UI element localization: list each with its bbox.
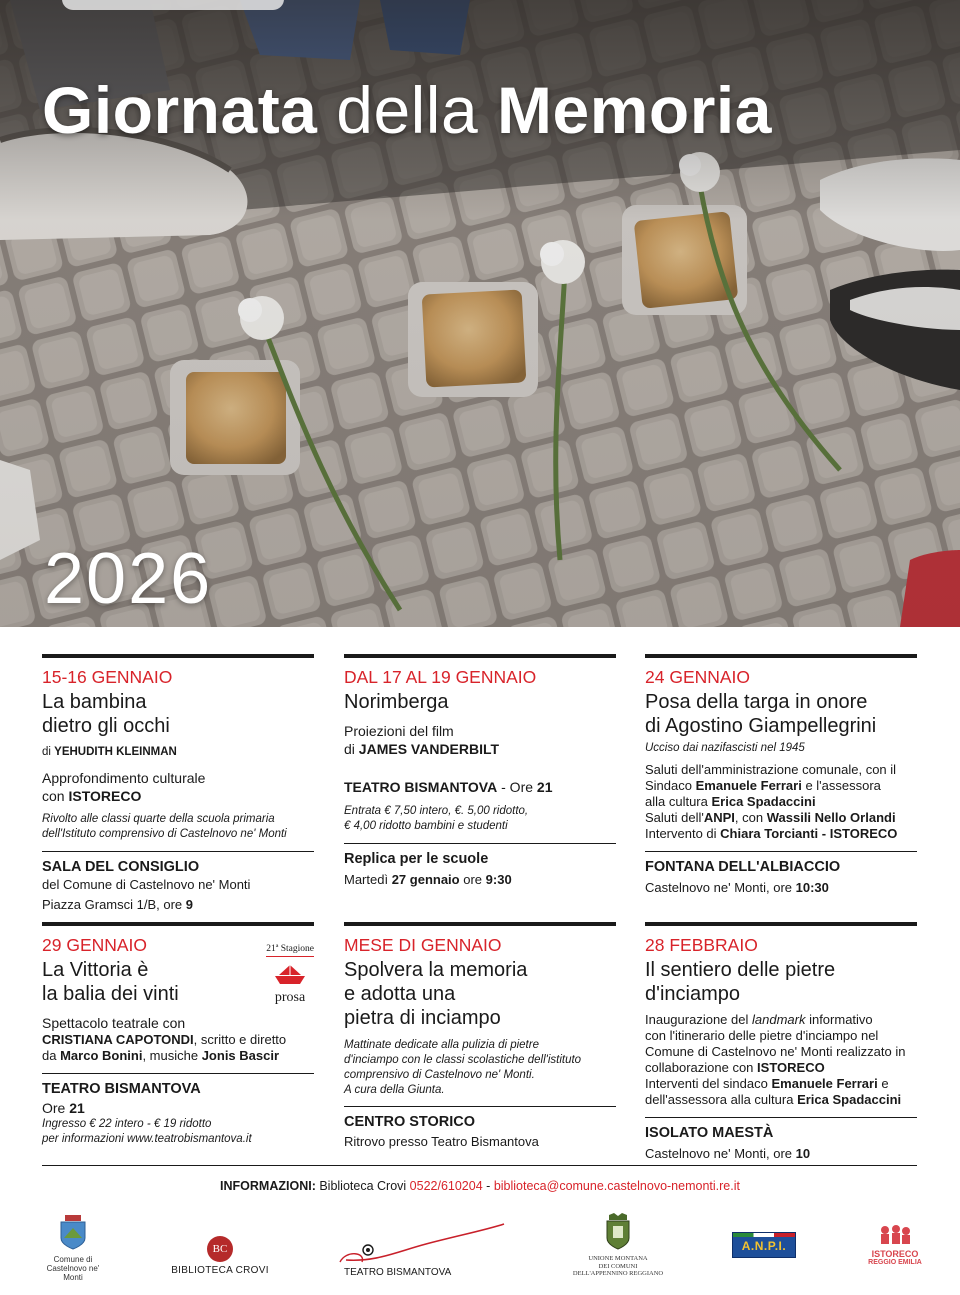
unione-shield-icon [605, 1212, 631, 1250]
bottom-rule [42, 1165, 917, 1166]
anpi-label: A.N.P.I. [741, 1239, 787, 1253]
info-phone[interactable]: 0522/610204 [409, 1179, 483, 1193]
info-label: INFORMAZIONI: [220, 1179, 316, 1193]
event-title-line: d'inciampo [645, 983, 740, 1005]
event-desc: Spettacolo teatrale con [42, 1015, 186, 1031]
event-title-line: la balia dei vinti [42, 983, 179, 1005]
event-date: 24 GENNAIO [645, 667, 751, 687]
line-bold: Erica Spadaccini [711, 794, 816, 809]
event-venue-line [645, 1146, 917, 1162]
prosa-logo [270, 964, 310, 1005]
prosa-boat-icon [273, 964, 307, 986]
event-line [645, 1076, 917, 1092]
replica-date: 27 gennaio [391, 872, 460, 887]
theatre-name: TEATRO BISMANTOVA [344, 779, 498, 795]
event-desc [42, 787, 314, 805]
event-line [645, 1060, 917, 1076]
replica-prefix: Martedì [344, 872, 389, 887]
event-date: MESE DI GENNAIO [344, 935, 502, 955]
event-desc [42, 1032, 314, 1048]
event-title-line: dietro gli occhi [42, 715, 170, 737]
line-suffix: informativo [809, 1012, 873, 1027]
venue-bold: 10 [795, 1146, 811, 1161]
comune-logo [38, 1214, 108, 1282]
line-prefix: alla cultura [645, 794, 708, 809]
event-venue-line [645, 880, 917, 896]
desc-bold: Marco Bonini [60, 1048, 143, 1063]
divider [42, 1073, 314, 1074]
line-bold: Wassili Nello Orlandi [766, 810, 896, 825]
event-venue: SALA DEL CONSIGLIO [42, 859, 200, 875]
author-name: YEHUDITH KLEINMAN [54, 746, 177, 758]
line-prefix: Inaugurazione del [645, 1012, 749, 1027]
event-note: d'inciampo con le classi scolastiche dell'istituto [344, 1054, 582, 1066]
event-rule [42, 922, 314, 926]
line-suffix: e [881, 1076, 889, 1091]
event-1 [42, 654, 314, 913]
istoreco-logo [860, 1224, 930, 1267]
line-prefix: Sindaco [645, 778, 692, 793]
divider [344, 1106, 616, 1107]
comune-shield-icon [59, 1214, 87, 1250]
info-line [0, 1179, 960, 1193]
event-rule [344, 654, 616, 658]
event-line [645, 1092, 917, 1108]
venue-prefix: Castelnovo ne' Monti, ore [645, 880, 793, 895]
anpi-logo [732, 1232, 796, 1258]
event-date: 28 FEBBRAIO [645, 935, 758, 955]
event-line: con l'itinerario delle pietre d'inciampo nel [645, 1028, 879, 1043]
event-line [645, 810, 917, 826]
unione-caption: DEI COMUNI [598, 1262, 638, 1270]
event-subtitle: Ucciso dai nazifascisti nel 1945 [645, 742, 805, 754]
comune-caption: Comune di [53, 1255, 93, 1264]
page-title [42, 72, 772, 148]
event-note: Mattinate dedicate alla pulizia di pietre [344, 1039, 539, 1051]
author-prefix: di [42, 746, 51, 758]
event-date: 15-16 GENNAIO [42, 667, 173, 687]
teatro-caption: TEATRO BISMANTOVA [344, 1267, 452, 1278]
venue-bold: 21 [69, 1100, 85, 1116]
year: 2026 [44, 539, 213, 619]
event-price: € 4,00 ridotto bambini e studenti [344, 820, 508, 832]
info-place: Biblioteca Crovi [319, 1179, 407, 1193]
event-6 [645, 922, 917, 1162]
divider [344, 843, 616, 844]
line-bold: Chiara Torcianti - ISTORECO [720, 826, 898, 841]
line-suffix: e l'assessora [805, 778, 881, 793]
event-replica: Replica per le scuole [344, 851, 489, 867]
unione-caption: UNIONE MONTANA [588, 1255, 648, 1262]
event-line [645, 1012, 917, 1028]
biblioteca-caption: BIBLIOTECA CROVI [171, 1265, 269, 1276]
line-prefix: Intervento di [645, 826, 717, 841]
comune-caption: Castelnovo ne' Monti [46, 1264, 100, 1282]
line-bold: Erica Spadaccini [797, 1092, 902, 1107]
teatro-swoosh-icon [336, 1222, 508, 1266]
event-venue: FONTANA DELL'ALBIACCIO [645, 859, 841, 875]
desc-mid: , musiche [142, 1048, 199, 1063]
event-venue: CENTRO STORICO [344, 1114, 476, 1130]
desc-bold: CRISTIANA CAPOTONDI [42, 1032, 194, 1047]
event-desc [42, 1048, 314, 1064]
theatre-time: 21 [536, 779, 553, 795]
event-date: 29 GENNAIO [42, 935, 148, 955]
event-3 [645, 654, 917, 896]
event-2 [344, 654, 616, 888]
line-italic: landmark [751, 1012, 806, 1027]
event-info: per informazioni www.teatrobismantova.it [42, 1133, 252, 1145]
event-line: Comune di Castelnovo ne' Monti realizzato in [645, 1044, 906, 1059]
event-price: Entrata € 7,50 intero, €. 5,00 ridotto, [344, 805, 529, 817]
event-rule [645, 922, 917, 926]
event-rule [645, 654, 917, 658]
season-label: 21ª Stagione [266, 944, 314, 957]
title-part-3: Memoria [497, 73, 772, 147]
replica-time-prefix: ore [463, 872, 483, 887]
info-email[interactable]: biblioteca@comune.castelnovo-nemonti.re.it [493, 1179, 740, 1193]
event-rule [42, 654, 314, 658]
desc-bold: Jonis Bascir [201, 1048, 280, 1063]
divider [645, 1117, 917, 1118]
venue-prefix: Castelnovo ne' Monti, ore [645, 1146, 793, 1161]
line-prefix: Saluti dell' [645, 810, 704, 825]
line-prefix: Interventi del sindaco [645, 1076, 768, 1091]
event-note: dell'Istituto comprensivo di Castelnovo ne' Monti [42, 828, 287, 840]
istoreco-figures-icon [877, 1224, 913, 1244]
event-replica-date [344, 872, 616, 888]
event-venue-line: del Comune di Castelnovo ne' Monti [42, 877, 251, 892]
divider [645, 851, 917, 852]
desc-suffix: , scritto e diretto [193, 1032, 287, 1047]
event-line [645, 826, 917, 842]
venue-prefix: Ore [42, 1100, 66, 1116]
hero-photo [0, 0, 960, 627]
top-handle [62, 0, 284, 10]
line-prefix: dell'assessora alla cultura [645, 1092, 794, 1107]
event-5 [344, 922, 616, 1150]
event-title-line: Posa della targa in onore [645, 691, 868, 713]
title-part-1: Giornata [42, 73, 318, 147]
event-title-line: Il sentiero delle pietre [645, 959, 836, 981]
line-bold: Emanuele Ferrari [695, 778, 802, 793]
event-note: Rivolto alle classi quarte della scuola primaria [42, 813, 275, 825]
desc-prefix: di [344, 741, 355, 757]
event-note: comprensivo di Castelnovo ne' Monti. [344, 1069, 535, 1081]
logo-strip [0, 1212, 960, 1292]
line-mid: , con [734, 810, 764, 825]
line-bold: ISTORECO [757, 1060, 825, 1075]
unione-logo [572, 1212, 664, 1278]
event-venue: ISOLATO MAESTÀ [645, 1125, 774, 1141]
desc-prefix: da [42, 1048, 57, 1063]
event-venue-line: Ritrovo presso Teatro Bismantova [344, 1134, 539, 1149]
title-part-2: della [336, 73, 479, 147]
event-line [645, 778, 917, 794]
event-title-line: La Vittoria è [42, 959, 149, 981]
biblioteca-mark-icon: BC [207, 1236, 233, 1262]
prosa-label: prosa [274, 990, 306, 1005]
desc-bold: ISTORECO [68, 788, 142, 804]
event-desc: Approfondimento culturale [42, 770, 206, 786]
event-venue: TEATRO BISMANTOVA [42, 1081, 201, 1097]
event-line [645, 794, 917, 810]
event-venue-line [42, 897, 314, 913]
venue-bold: 10:30 [795, 880, 829, 895]
event-line: Saluti dell'amministrazione comunale, con il [645, 762, 897, 777]
event-price: Ingresso € 22 intero - € 19 ridotto [42, 1118, 212, 1130]
event-title-line: pietra di inciampo [344, 1007, 501, 1029]
event-author [42, 745, 314, 760]
event-desc: Proiezioni del film [344, 723, 454, 739]
event-desc [344, 740, 616, 758]
replica-time: 9:30 [485, 872, 512, 887]
istoreco-caption: ISTORECO [871, 1249, 919, 1259]
event-title-line: Spolvera la memoria [344, 959, 528, 981]
desc-prefix: con [42, 788, 65, 804]
venue-bold: 9 [185, 897, 194, 912]
line-bold: Emanuele Ferrari [771, 1076, 878, 1091]
event-title-line: La bambina [42, 691, 147, 713]
divider [42, 851, 314, 852]
line-prefix: collaborazione con [645, 1060, 754, 1075]
event-title-line: Norimberga [344, 691, 449, 713]
theatre-time-prefix: - Ore [501, 779, 534, 795]
event-venue-line [42, 1099, 314, 1117]
event-theatre [344, 778, 616, 796]
unione-caption: DELL'APPENNINO REGGIANO [572, 1270, 664, 1277]
event-title-line: di Agostino Giampellegrini [645, 715, 877, 737]
line-bold: ANPI [703, 810, 735, 825]
event-note: A cura della Giunta. [344, 1084, 445, 1096]
desc-bold: JAMES VANDERBILT [358, 741, 500, 757]
event-rule [344, 922, 616, 926]
anpi-stripe [733, 1233, 795, 1237]
info-sep: - [486, 1179, 491, 1193]
istoreco-caption: REGGIO EMILIA [868, 1259, 922, 1266]
event-4 [42, 922, 314, 1147]
teatro-logo [336, 1222, 508, 1282]
biblioteca-logo [160, 1236, 280, 1276]
event-title-line: e adotta una [344, 983, 456, 1005]
venue-prefix: Piazza Gramsci 1/B, ore [42, 897, 183, 912]
event-date: DAL 17 AL 19 GENNAIO [344, 667, 537, 687]
